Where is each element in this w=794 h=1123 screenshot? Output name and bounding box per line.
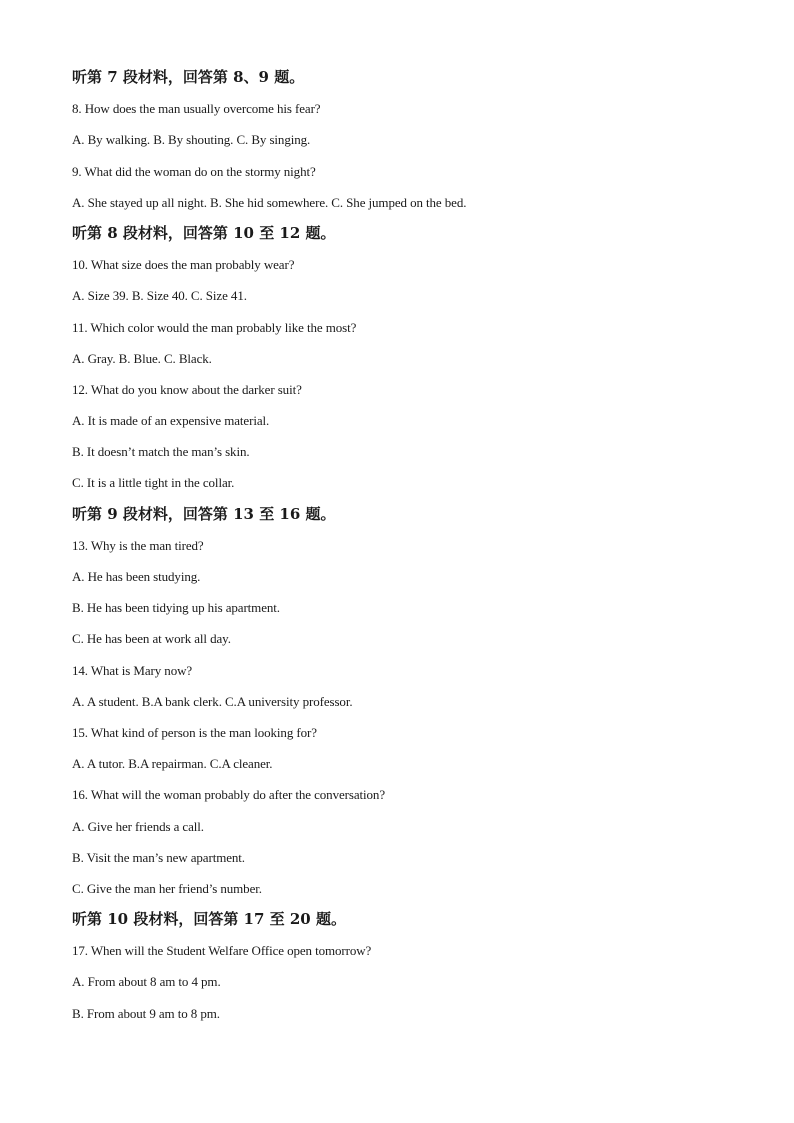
- document-page: [72, 62, 732, 1029]
- option-16-a: A. Give her friends a call.: [72, 818, 204, 834]
- question-17: 17. When will the Student Welfare Office open tomorrow?: [72, 943, 372, 959]
- option-17-a: A. From about 8 am to 4 pm.: [72, 974, 221, 990]
- question-15: 15. What kind of person is the man looking for?: [72, 724, 317, 740]
- options-15: A. A tutor. B.A repairman. C.A cleaner.: [72, 756, 273, 772]
- question-10: 10. What size does the man probably wear?: [72, 257, 295, 273]
- options-14: A. A student. B.A bank clerk. C.A university professor.: [72, 693, 353, 709]
- section-heading-10: 听第 10 段材料，回答第 17 至 20 题。: [72, 910, 346, 929]
- question-12: 12. What do you know about the darker suit?: [72, 381, 302, 397]
- options-9: A. She stayed up all night. B. She hid somewhere. C. She jumped on the bed.: [72, 194, 467, 210]
- options-8: A. By walking. B. By shouting. C. By singing.: [72, 132, 311, 148]
- question-16: 16. What will the woman probably do after the conversation?: [72, 787, 385, 803]
- options-11: A. Gray. B. Blue. C. Black.: [72, 350, 212, 366]
- option-13-c: C. He has been at work all day.: [72, 631, 231, 647]
- option-13-b: B. He has been tidying up his apartment.: [72, 600, 280, 616]
- option-16-b: B. Visit the man’s new apartment.: [72, 849, 245, 865]
- section-heading-8: 听第 8 段材料，回答第 10 至 12 题。: [72, 223, 336, 242]
- section-heading-7: 听第 7 段材料，回答第 8、9 题。: [72, 68, 305, 86]
- question-9: 9. What did the woman do on the stormy night?: [72, 163, 316, 179]
- section-heading-9: 听第 9 段材料，回答第 13 至 16 题。: [72, 504, 336, 523]
- question-13: 13. Why is the man tired?: [72, 537, 204, 553]
- option-12-c: C. It is a little tight in the collar.: [72, 475, 235, 491]
- option-13-a: A. He has been studying.: [72, 569, 201, 584]
- option-17-b: B. From about 9 am to 8 pm.: [72, 1005, 220, 1021]
- question-11: 11. Which color would the man probably like the most?: [72, 319, 357, 335]
- option-12-b: B. It doesn’t match the man’s skin.: [72, 444, 250, 460]
- option-12-a: A. It is made of an expensive material.: [72, 413, 270, 429]
- options-10: A. Size 39. B. Size 40. C. Size 41.: [72, 288, 247, 304]
- option-16-c: C. Give the man her friend’s number.: [72, 880, 262, 896]
- question-8: 8. How does the man usually overcome his fear?: [72, 101, 321, 117]
- question-14: 14. What is Mary now?: [72, 662, 193, 678]
